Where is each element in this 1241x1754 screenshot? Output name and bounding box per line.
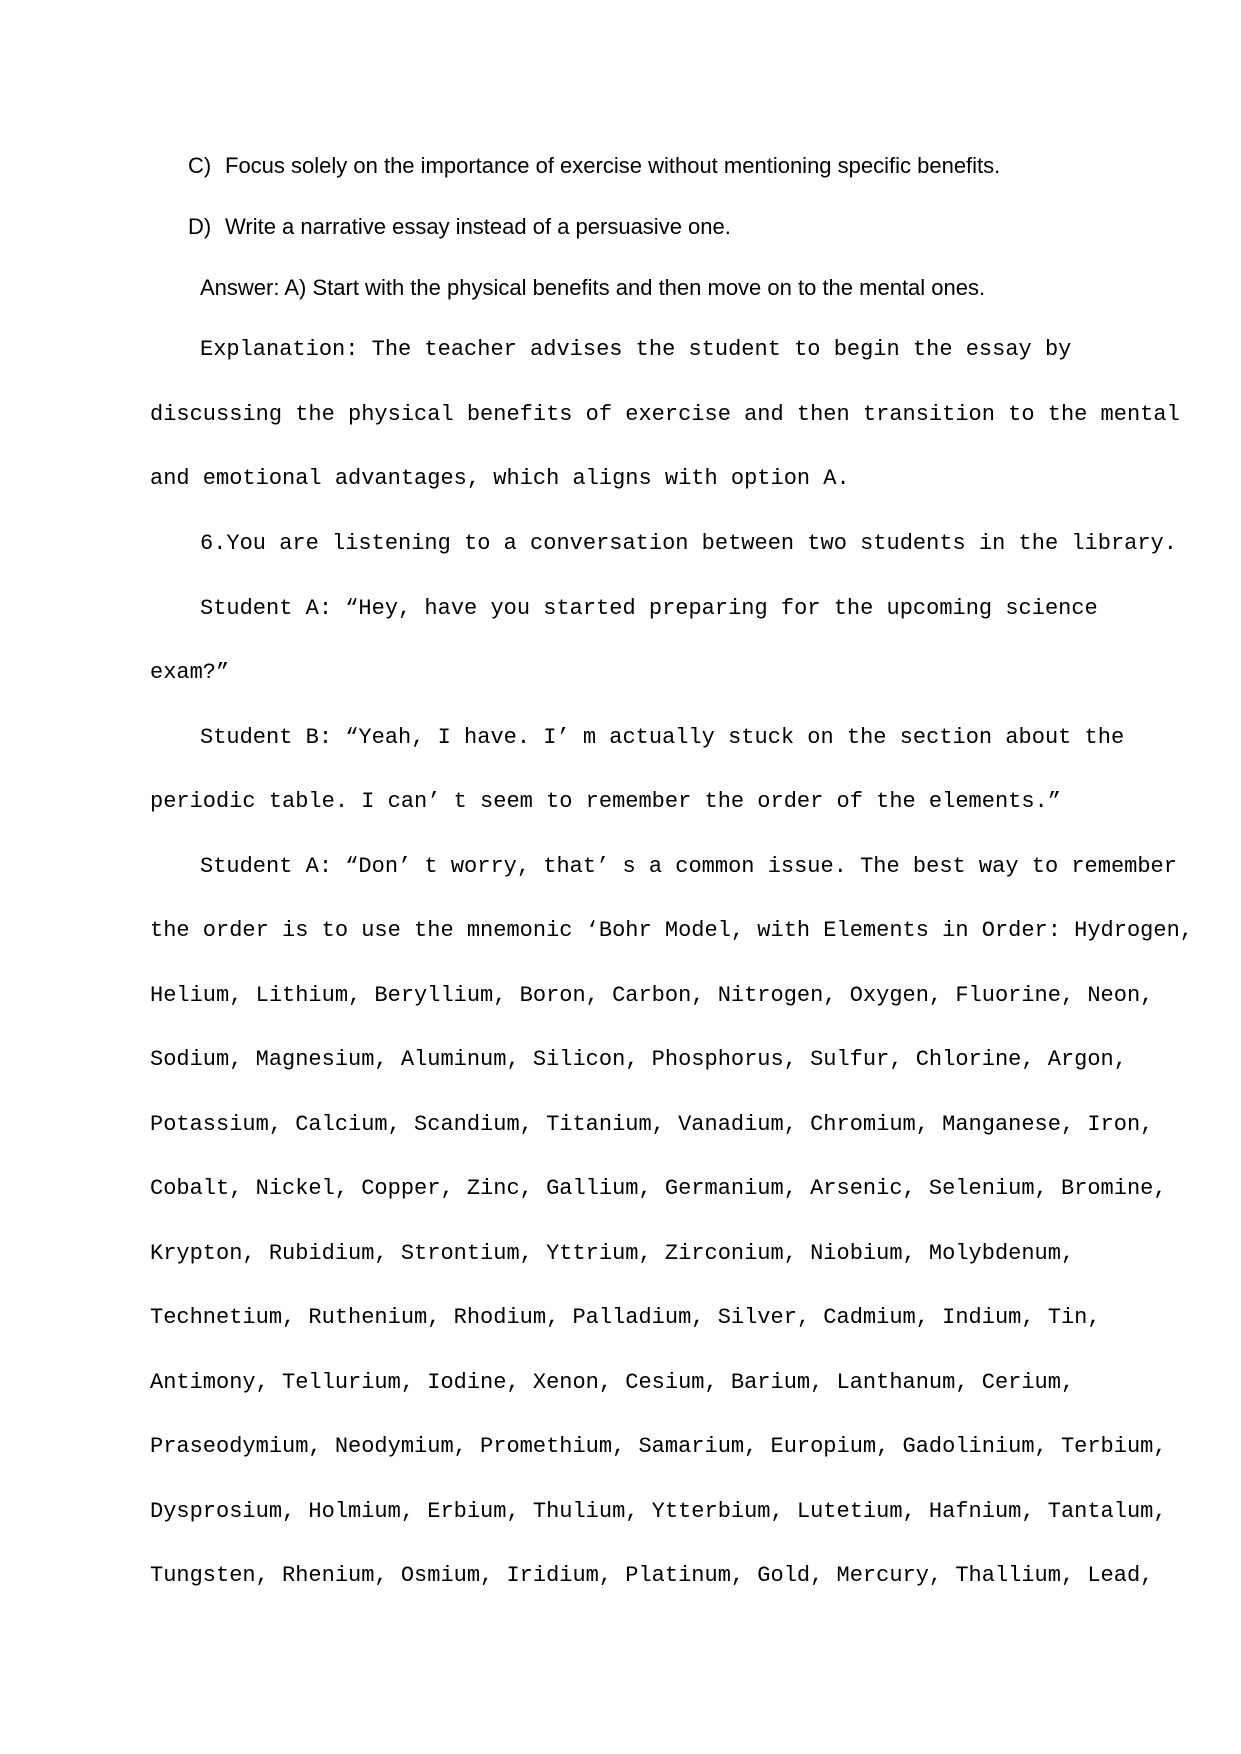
dialogue-line: periodic table. I can’ t seem to remember the order of the elements.”: [150, 789, 1061, 814]
dialogue-line: Student A: “Don’ t worry, that’ s a common issue. The best way to remember: [200, 854, 1177, 879]
explanation-line: and emotional advantages, which aligns with option A.: [150, 466, 850, 491]
dialogue-line: exam?”: [150, 660, 230, 685]
option-c: [188, 155, 1000, 177]
explanation-line: discussing the physical benefits of exercise and then transition to the mental: [150, 402, 1180, 427]
answer-line: Answer: A) Start with the physical benefits and then move on to the mental ones.: [200, 275, 986, 300]
option-c-text: Focus solely on the importance of exercise without mentioning specific benefits.: [225, 153, 1001, 178]
option-c-label: C): [188, 153, 212, 178]
explanation-line: Explanation: The teacher advises the student to begin the essay by: [200, 337, 1072, 362]
dialogue-line: Technetium, Ruthenium, Rhodium, Palladium, Silver, Cadmium, Indium, Tin,: [150, 1305, 1101, 1330]
dialogue-line: Tungsten, Rhenium, Osmium, Iridium, Platinum, Gold, Mercury, Thallium, Lead,: [150, 1563, 1154, 1588]
dialogue-line: Krypton, Rubidium, Strontium, Yttrium, Zirconium, Niobium, Molybdenum,: [150, 1241, 1075, 1266]
option-d-label: D): [188, 214, 212, 239]
dialogue-line: Student A: “Hey, have you started preparing for the upcoming science: [200, 596, 1098, 621]
option-d-text: Write a narrative essay instead of a persuasive one.: [225, 214, 731, 239]
question-6-prompt: 6.You are listening to a conversation between two students in the library.: [200, 531, 1177, 556]
dialogue-line: Student B: “Yeah, I have. I’ m actually stuck on the section about the: [200, 725, 1125, 750]
dialogue-line: Cobalt, Nickel, Copper, Zinc, Gallium, Germanium, Arsenic, Selenium, Bromine,: [150, 1176, 1167, 1201]
dialogue-line: Praseodymium, Neodymium, Promethium, Samarium, Europium, Gadolinium, Terbium,: [150, 1434, 1167, 1459]
dialogue-line: Sodium, Magnesium, Aluminum, Silicon, Phosphorus, Sulfur, Chlorine, Argon,: [150, 1047, 1127, 1072]
dialogue-line: Helium, Lithium, Beryllium, Boron, Carbon, Nitrogen, Oxygen, Fluorine, Neon,: [150, 983, 1154, 1008]
dialogue-line: the order is to use the mnemonic ‘Bohr Model, with Elements in Order: Hydrogen,: [150, 918, 1193, 943]
dialogue-line: Potassium, Calcium, Scandium, Titanium, Vanadium, Chromium, Manganese, Iron,: [150, 1112, 1154, 1137]
dialogue-line: Dysprosium, Holmium, Erbium, Thulium, Ytterbium, Lutetium, Hafnium, Tantalum,: [150, 1499, 1167, 1524]
option-d: [188, 216, 731, 238]
dialogue-line: Antimony, Tellurium, Iodine, Xenon, Cesium, Barium, Lanthanum, Cerium,: [150, 1370, 1075, 1395]
